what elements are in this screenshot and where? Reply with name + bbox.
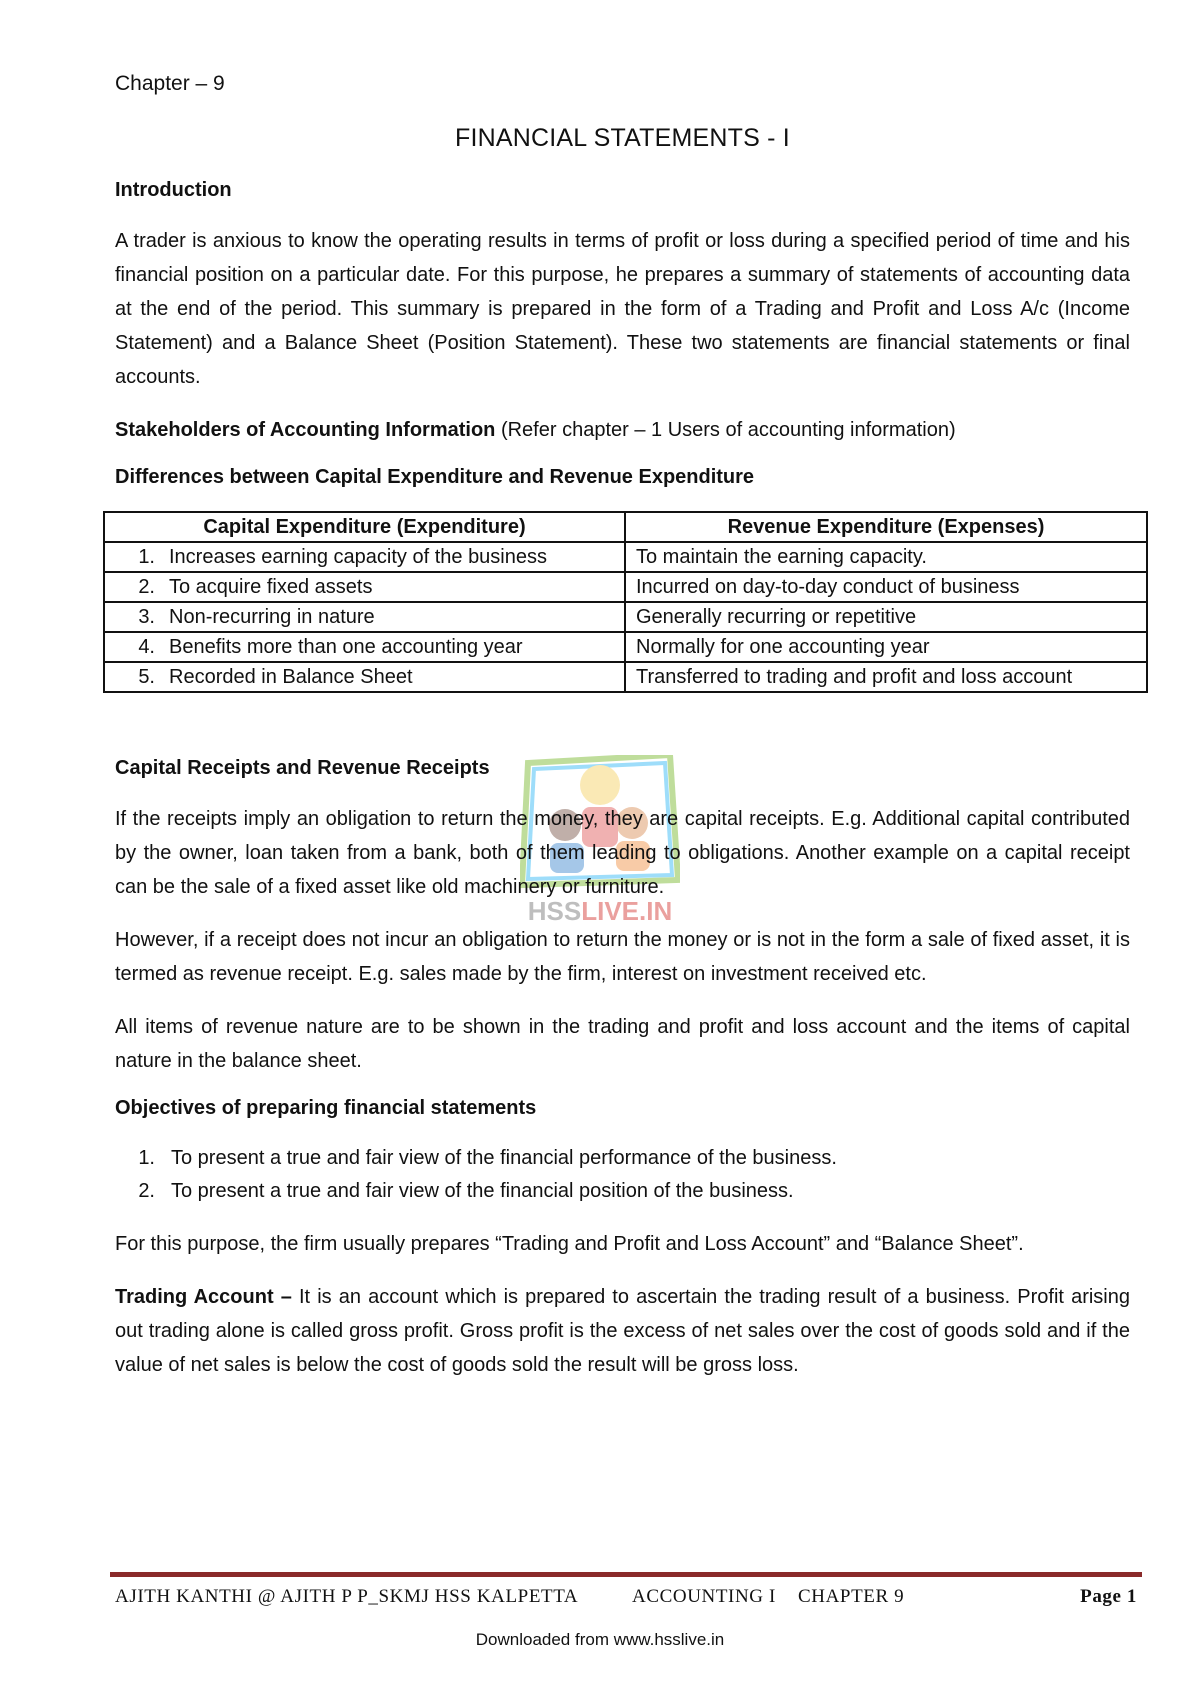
introduction-heading: Introduction <box>115 179 232 201</box>
capital-text: Non-recurring in nature <box>169 606 375 628</box>
watermark-text: HSSLIVE.IN <box>527 896 673 926</box>
capital-text: To acquire fixed assets <box>169 576 373 598</box>
revenue-capital-items-paragraph: All items of revenue nature are to be shown in the trading and profit and loss account and the items of capital nature in the balance sheet. <box>115 1016 1130 1072</box>
list-item <box>115 1175 1130 1208</box>
table-row <box>104 662 1147 692</box>
download-source-note: Downloaded from www.hsslive.in <box>475 1630 725 1649</box>
revenue-cell: Incurred on day-to-day conduct of business <box>625 572 1147 602</box>
list-number: 2. <box>138 1180 155 1202</box>
capital-cell <box>104 602 625 632</box>
capital-text: Increases earning capacity of the business <box>169 546 547 568</box>
list-number: 1. <box>138 1147 155 1169</box>
footer-chapter: CHAPTER 9 <box>798 1586 905 1607</box>
list-text: To present a true and fair view of the financial performance of the business. <box>171 1147 837 1169</box>
objectives-purpose-paragraph: For this purpose, the firm usually prepares “Trading and Profit and Loss Account” and “Balance Sheet”. <box>115 1233 1024 1255</box>
table-row <box>104 572 1147 602</box>
differences-heading: Differences between Capital Expenditure and Revenue Expenditure <box>115 466 755 488</box>
capital-cell <box>104 542 625 572</box>
capital-receipts-paragraph: If the receipts imply an obligation to return the money, they are capital receipts. E.g. Additional capital contributed by the owner, loan taken from a bank, both of them leading to obligations. Another example on a capital receipt can be the sale of a fixed asset like old machinery or furniture. <box>115 808 1130 898</box>
capital-cell <box>104 572 625 602</box>
footer-rule <box>110 1572 1142 1577</box>
row-number: 4. <box>138 636 155 658</box>
table-row <box>104 602 1147 632</box>
row-number: 2. <box>138 576 155 598</box>
table-header-row <box>104 512 1147 542</box>
capital-cell <box>104 662 625 692</box>
stakeholders-heading: Stakeholders of Accounting Information <box>115 419 496 441</box>
document-title: FINANCIAL STATEMENTS - I <box>455 124 790 152</box>
capital-text: Benefits more than one accounting year <box>169 636 523 658</box>
revenue-cell: Generally recurring or repetitive <box>625 602 1147 632</box>
list-text: To present a true and fair view of the financial position of the business. <box>171 1180 794 1202</box>
chapter-label: Chapter – 9 <box>115 72 225 95</box>
trading-account-paragraph <box>115 1280 1130 1382</box>
footer-author: AJITH KANTHI @ AJITH P P_SKMJ HSS KALPETTA <box>115 1586 579 1607</box>
revenue-cell: Normally for one accounting year <box>625 632 1147 662</box>
footer-page-number: Page 1 <box>1080 1586 1137 1607</box>
page-content <box>115 72 1130 1401</box>
capital-cell <box>104 632 625 662</box>
objectives-list <box>115 1142 1130 1208</box>
row-number: 3. <box>138 606 155 628</box>
revenue-expenditure-header: Revenue Expenditure (Expenses) <box>625 512 1147 542</box>
table-row <box>104 542 1147 572</box>
objectives-heading: Objectives of preparing financial statements <box>115 1097 537 1119</box>
table-row <box>104 632 1147 662</box>
introduction-paragraph: A trader is anxious to know the operating results in terms of profit or loss during a specified period of time and his financial position on a particular date. For this purpose, he prepares a summary of statements of accounting data at the end of the period. This summary is prepared in the form of a Trading and Profit and Loss A/c (Income Statement) and a Balance Sheet (Position Statement). These two statements are financial statements or final accounts. <box>115 230 1130 388</box>
trading-account-text: It is an account which is prepared to ascertain the trading result of a business. Profit arising out trading alone is called gross profit. Gross profit is the excess of net sales over the cost of goods sold and if the value of net sales is below the cost of goods sold the result will be gross loss. <box>115 1286 1130 1376</box>
footer-subject: ACCOUNTING I <box>632 1586 776 1607</box>
trading-account-label: Trading Account – <box>115 1286 292 1308</box>
stakeholders-note: (Refer chapter – 1 Users of accounting information) <box>495 419 956 441</box>
revenue-cell: To maintain the earning capacity. <box>625 542 1147 572</box>
row-number: 1. <box>138 546 155 568</box>
capital-text: Recorded in Balance Sheet <box>169 666 413 688</box>
revenue-receipts-paragraph: However, if a receipt does not incur an obligation to return the money or is not in the form a sale of fixed asset, it is termed as revenue receipt. E.g. sales made by the firm, interest on investment received etc. <box>115 929 1130 985</box>
revenue-cell: Transferred to trading and profit and loss account <box>625 662 1147 692</box>
capital-expenditure-header: Capital Expenditure (Expenditure) <box>104 512 625 542</box>
stakeholders-paragraph <box>115 413 1130 447</box>
row-number: 5. <box>138 666 155 688</box>
list-item <box>115 1142 1130 1175</box>
differences-table <box>103 511 1148 693</box>
receipts-heading: Capital Receipts and Revenue Receipts <box>115 757 490 779</box>
